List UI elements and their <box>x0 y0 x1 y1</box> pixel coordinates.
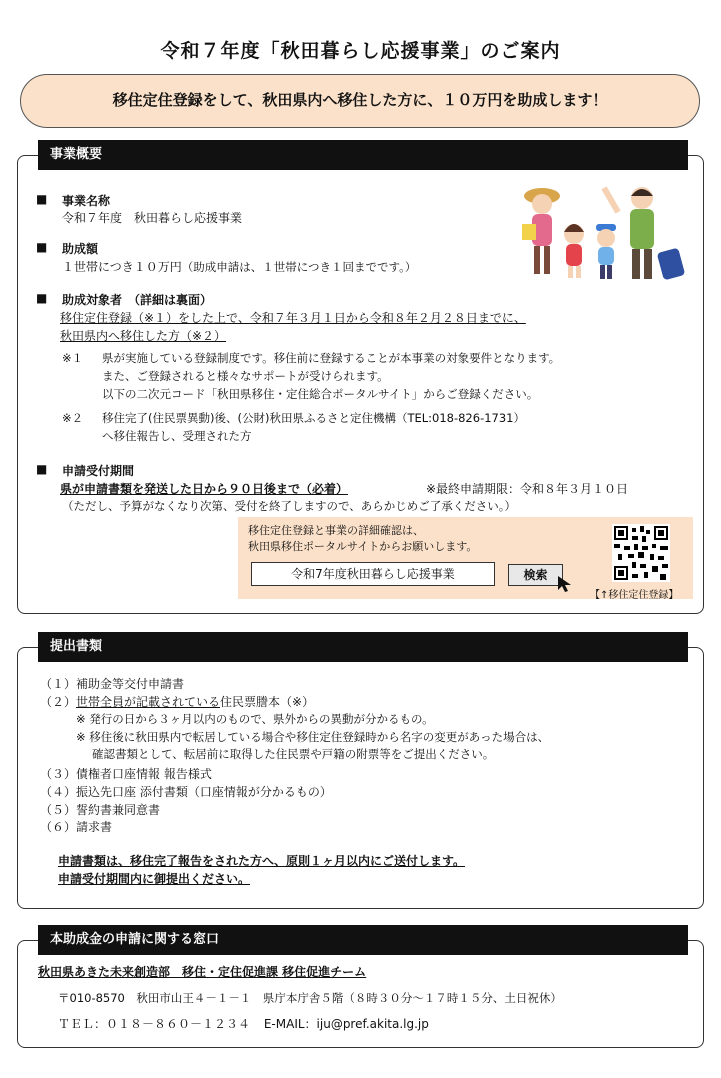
portal-line1: 移住定住登録と事業の詳細確認は、 <box>248 524 424 537</box>
contact-address: 〒010-8570 秋田市山王４－１－１ 県庁本庁舎５階（８時３０分～１７時１５分、土日祝休） <box>58 991 562 1005</box>
portal-line2: 秋田県移住ポータルサイトからお願いします。 <box>248 540 478 553</box>
child-boy-figure <box>596 224 616 279</box>
doc-item-2-suffix: 住民票謄本（※） <box>220 695 315 709</box>
doc-notice-2: 申請受付期間内に御提出ください。 <box>58 872 251 886</box>
doc-item-4: （４）振込先口座 添付書類（口座情報が分かるもの） <box>40 785 332 799</box>
note1-line1: 県が実施している登録制度です。移住前に登録することが本事業の対象要件となります。 <box>102 351 561 365</box>
mother-figure <box>522 188 560 274</box>
target-label: 助成対象者 （詳細は裏面） <box>62 293 213 307</box>
search-button[interactable]: 検索 <box>508 564 563 586</box>
amount-label: 助成額 <box>62 242 99 256</box>
contact-email[interactable]: E-MAIL：iju@pref.akita.lg.jp <box>263 1017 429 1031</box>
note2-line2: へ移住報告し、受理された方 <box>102 429 252 443</box>
search-input[interactable]: 令和7年度秋田暮らし応援事業 <box>251 562 495 586</box>
child-girl-figure <box>564 224 584 278</box>
bullet-square-icon: ■ <box>36 462 48 476</box>
name-value: 令和７年度 秋田暮らし応援事業 <box>62 211 243 225</box>
qr-caption: 【↑移住定住登録】 <box>590 590 679 601</box>
overview-header: 事業概要 <box>38 140 688 170</box>
note2-line1: 移住完了(住民票異動)後、(公財)秋田県ふるさと定住機構（TEL:018-826-1731） <box>102 411 525 425</box>
note1-line3: 以下の二次元コード「秋田県移住・定住総合ポータルサイト」からご登録ください。 <box>102 387 539 401</box>
note1-mark: ※１ <box>62 351 84 365</box>
doc-item-2-note1: ※ 発行の日から３ヶ月以内のもので、県外からの異動が分かるもの。 <box>76 712 434 726</box>
cursor-icon <box>556 574 576 594</box>
contact-header: 本助成金の申請に関する窓口 <box>38 925 688 955</box>
documents-header: 提出書類 <box>38 632 688 662</box>
doc-item-2-note2b: 確認書類として、転居前に取得した住民票や戸籍の附票等をご提出ください。 <box>92 747 495 761</box>
father-figure <box>601 186 685 280</box>
bullet-square-icon: ■ <box>36 291 48 305</box>
target-line2: 秋田県内へ移住した方（※２） <box>60 329 227 343</box>
amount-note: （助成申請は、１世帯につき１回までです。） <box>181 260 417 274</box>
period-deadline: ※最終申請期限：令和８年３月１０日 <box>426 482 629 496</box>
doc-item-3: （３）債権者口座情報 報告様式 <box>40 767 212 781</box>
bullet-square-icon: ■ <box>36 192 48 206</box>
amount-value: １世帯につき１０万円 <box>62 260 182 274</box>
doc-item-6: （６）請求書 <box>40 820 113 834</box>
name-label: 事業名称 <box>62 194 111 208</box>
doc-item-1: （１）補助金等交付申請書 <box>40 677 185 691</box>
contact-phone: ＴＥＬ：０１８－８６０－１２３４ <box>58 1017 251 1031</box>
bullet-square-icon: ■ <box>36 240 48 254</box>
page-title: 令和７年度「秋田暮らし応援事業」のご案内 <box>160 40 561 62</box>
doc-item-2-prefix: （２） <box>40 695 77 709</box>
period-line2: （ただし、予算がなくなり次第、受付を終了しますので、あらかじめご了承ください。） <box>62 499 517 513</box>
doc-item-2-note2a: ※ 移住後に秋田県内で転居している場合や移住定住登録時から名字の変更があった場合は、 <box>76 730 550 744</box>
qr-code-icon[interactable] <box>612 524 670 582</box>
doc-item-2-underlined: 世帯全員が記載されている <box>76 695 221 709</box>
note1-line2: また、ご登録されると様々なサポートが受けられます。 <box>102 369 389 383</box>
period-line1: 県が申請書類を発送した日から９０日後まで（必着） <box>60 482 349 496</box>
doc-item-5: （５）誓約書兼同意書 <box>40 803 161 817</box>
period-label: 申請受付期間 <box>62 464 135 478</box>
target-line1: 移住定住登録（※１）をした上で、令和７年３月１日から令和８年２月２８日までに、 <box>60 311 526 325</box>
note2-mark: ※２ <box>62 411 84 425</box>
headline-banner: 移住定住登録をして、秋田県内へ移住した方に、１０万円を助成します！ <box>20 74 700 128</box>
doc-notice-1: 申請書類は、移住完了報告をされた方へ、原則１ヶ月以内にご送付します。 <box>58 854 466 868</box>
contact-dept: 秋田県あきた未来創造部 移住・定住促進課 移住促進チーム <box>38 965 367 979</box>
family-illustration <box>512 176 692 288</box>
